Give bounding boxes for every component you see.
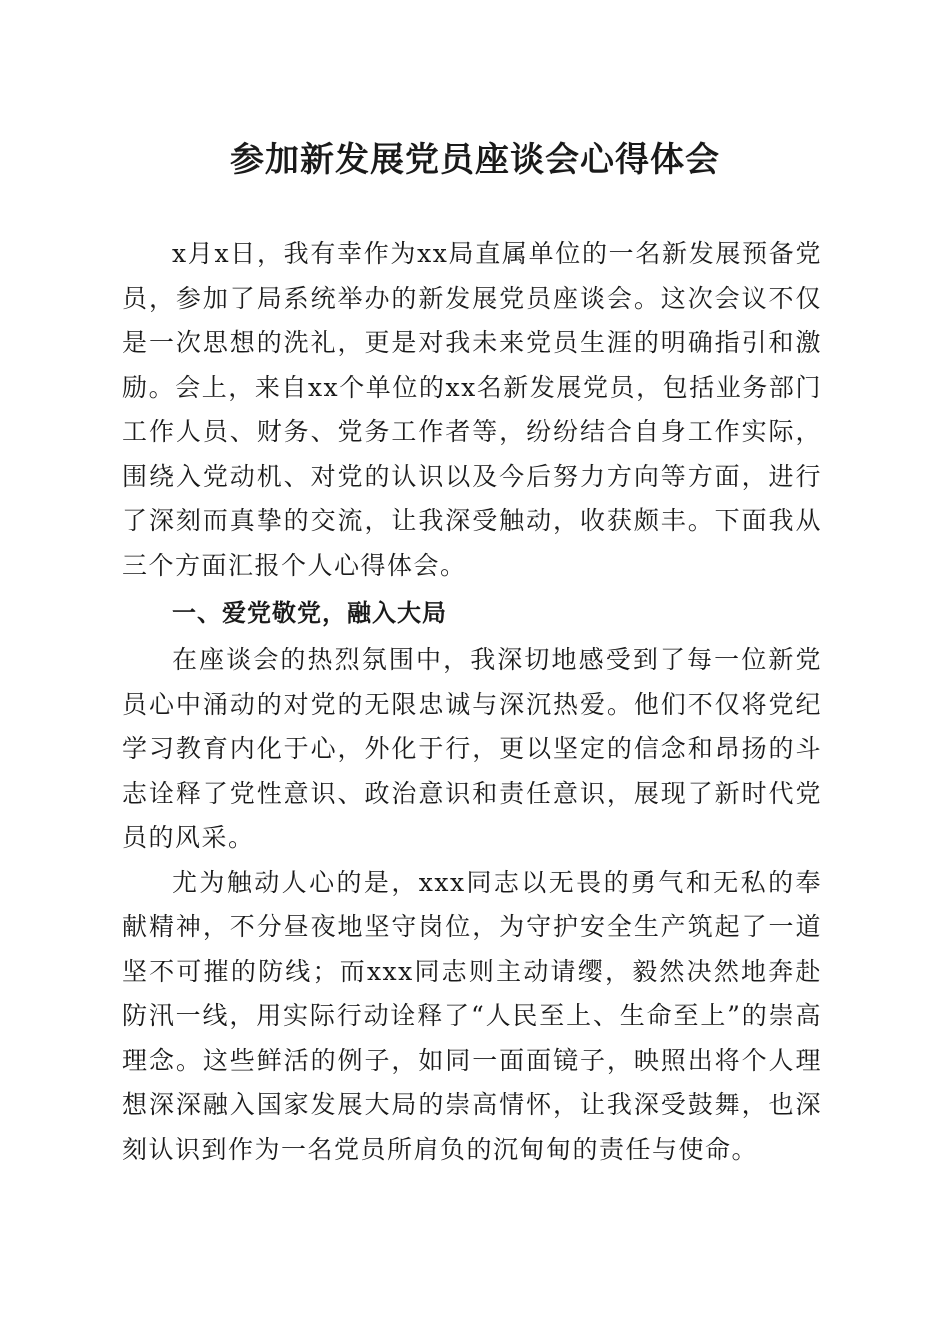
section-heading: 一、爱党敬党，融入大局 [172, 599, 447, 627]
section-paragraph: 尤为触动人心的是，xxx同志以无畏的勇气和无私的奉献精神，不分昼夜地坚守岗位，为守护安全生产筑起了一道坚不可摧的防线；而xxx同志则主动请缨，毅然决然地奔赴防汛一线，用实际行动诠释了“人民至上、生命至上”的崇高理念。这些鲜活的例子，如同一面面镜子，映照出将个人理想深深融入国家发展大局的崇高情怀，让我深受鼓舞，也深刻认识到作为一名党员所肩负的沉甸甸的责任与使命。 [122, 867, 822, 1164]
document-title: 参加新发展党员座谈会心得体会 [230, 140, 720, 180]
section-paragraph: 在座谈会的热烈氛围中，我深切地感受到了每一位新党员心中涌动的对党的无限忠诚与深沉热爱。他们不仅将党纪学习教育内化于心，外化于行，更以坚定的信念和昂扬的斗志诠释了党性意识、政治意识和责任意识，展现了新时代党员的风采。 [122, 645, 822, 852]
intro-paragraph: x月x日，我有幸作为xx局直属单位的一名新发展预备党员，参加了局系统举办的新发展党员座谈会。这次会议不仅是一次思想的洗礼，更是对我未来党员生涯的明确指引和激励。会上，来自xx个单位的xx名新发展党员，包括业务部门工作人员、财务、党务工作者等，纷纷结合自身工作实际，围绕入党动机、对党的认识以及今后努力方向等方面，进行了深刻而真挚的交流，让我深受触动，收获颇丰。下面我从三个方面汇报个人心得体会。 [122, 239, 822, 580]
document-body [122, 232, 822, 1172]
